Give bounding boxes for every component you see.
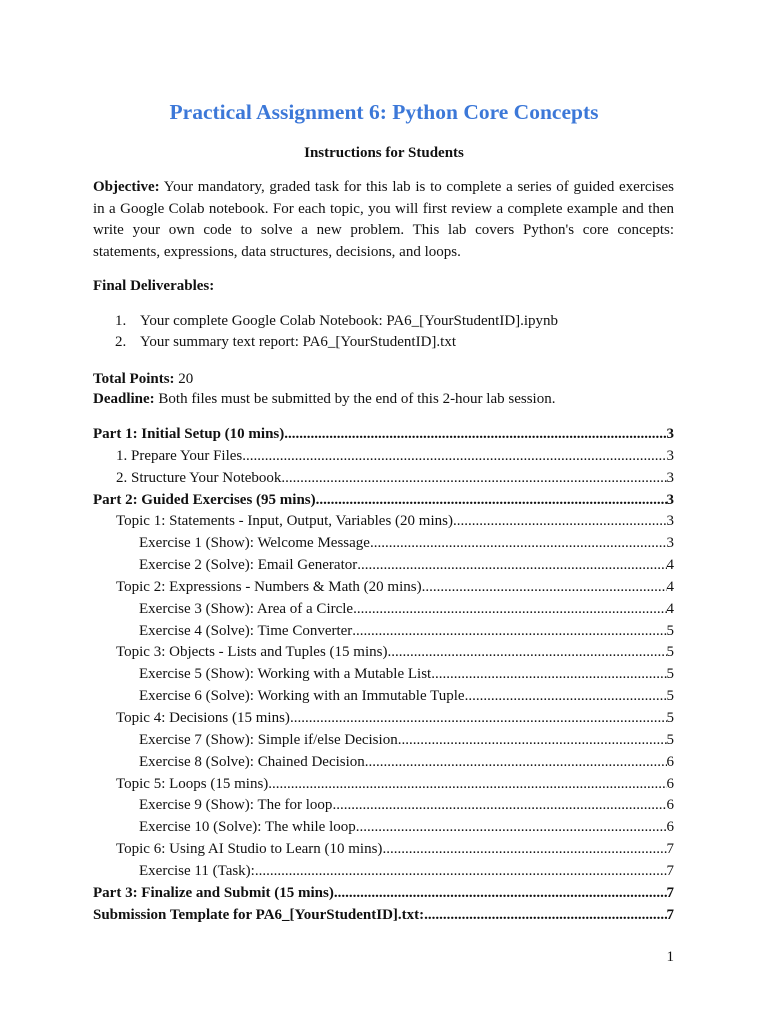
toc-entry[interactable] bbox=[93, 883, 674, 905]
toc-entry[interactable] bbox=[93, 686, 674, 708]
toc-leader-dots bbox=[281, 468, 666, 490]
toc-entry-page: 5 bbox=[666, 688, 674, 705]
toc-entry-page: 5 bbox=[666, 731, 674, 748]
toc-entry-page: 3 bbox=[666, 426, 674, 442]
list-item-number: 1. bbox=[115, 313, 127, 329]
toc-entry-label: Part 1: Initial Setup (10 mins) bbox=[93, 426, 285, 442]
toc-leader-dots bbox=[356, 817, 667, 839]
toc-entry[interactable] bbox=[93, 468, 674, 490]
toc-leader-dots bbox=[316, 490, 667, 512]
toc-entry[interactable] bbox=[93, 664, 674, 686]
toc-leader-dots bbox=[431, 664, 666, 686]
toc-leader-dots bbox=[332, 795, 666, 817]
list-item-number: 2. bbox=[115, 334, 127, 350]
page-number: 1 bbox=[666, 949, 674, 965]
deliverables-list bbox=[93, 311, 693, 353]
toc-entry-label: 2. Structure Your Notebook bbox=[116, 469, 282, 486]
toc-leader-dots bbox=[255, 861, 667, 883]
total-points-line bbox=[93, 369, 693, 389]
toc-entry-label: Exercise 7 (Show): Simple if/else Decision bbox=[139, 731, 398, 748]
toc-entry-label: Exercise 5 (Show): Working with a Mutable List bbox=[139, 666, 432, 683]
toc-entry-page: 7 bbox=[666, 841, 674, 858]
toc-entry[interactable] bbox=[93, 555, 674, 577]
toc-entry-label: Exercise 11 (Task): bbox=[139, 862, 255, 879]
toc-entry[interactable] bbox=[93, 621, 674, 643]
toc-entry[interactable] bbox=[93, 424, 674, 446]
list-item-text: Your complete Google Colab Notebook: PA6_[YourStudentID].ipynb bbox=[140, 313, 559, 329]
deadline-label: Deadline: bbox=[93, 391, 155, 407]
list-item-text: Your summary text report: PA6_[YourStudentID].txt bbox=[140, 334, 456, 350]
toc-entry[interactable] bbox=[93, 905, 674, 927]
toc-leader-dots bbox=[398, 730, 667, 752]
toc-entry-label: Exercise 1 (Show): Welcome Message bbox=[139, 535, 370, 552]
toc-entry[interactable] bbox=[93, 511, 674, 533]
toc-entry[interactable] bbox=[93, 577, 674, 599]
toc-leader-dots bbox=[334, 883, 667, 905]
toc-leader-dots bbox=[352, 621, 666, 643]
toc-entry[interactable] bbox=[93, 708, 674, 730]
toc-entry-page: 5 bbox=[666, 709, 674, 726]
toc-leader-dots bbox=[453, 511, 667, 533]
toc-entry-label: Exercise 8 (Solve): Chained Decision bbox=[139, 753, 365, 770]
list-item bbox=[93, 332, 693, 353]
objective-text: Your mandatory, graded task for this lab is to complete a series of guided exercises in a Google Colab notebook. For each topic, you will first review a complete example and then write your own code to solve a new problem. This lab covers Python's core concepts: statements, expressions, data structures, decisions, and loops. bbox=[93, 179, 674, 260]
toc-entry-label: Topic 5: Loops (15 mins) bbox=[116, 775, 269, 792]
total-points-label: Total Points: bbox=[93, 371, 175, 387]
toc-entry-label: Topic 4: Decisions (15 mins) bbox=[116, 709, 290, 726]
table-of-contents bbox=[93, 424, 674, 926]
toc-leader-dots bbox=[357, 555, 666, 577]
toc-entry-page: 6 bbox=[666, 797, 674, 814]
toc-leader-dots bbox=[382, 839, 666, 861]
toc-entry[interactable] bbox=[93, 533, 674, 555]
toc-leader-dots bbox=[268, 774, 666, 796]
toc-leader-dots bbox=[387, 642, 666, 664]
toc-entry[interactable] bbox=[93, 795, 674, 817]
deadline-line bbox=[93, 389, 693, 409]
toc-entry-label: Topic 1: Statements - Input, Output, Variables (20 mins) bbox=[116, 513, 453, 530]
objective-label: Objective: bbox=[93, 179, 160, 195]
toc-entry-label: Part 2: Guided Exercises (95 mins) bbox=[93, 491, 316, 508]
toc-leader-dots bbox=[465, 686, 667, 708]
toc-entry-page: 3 bbox=[666, 535, 674, 552]
toc-entry-page: 4 bbox=[666, 557, 674, 574]
toc-entry-label: Exercise 6 (Solve): Working with an Immutable Tuple bbox=[139, 688, 465, 705]
toc-entry-page: 3 bbox=[666, 447, 674, 464]
toc-entry-page: 7 bbox=[666, 906, 674, 923]
toc-entry-label: Topic 2: Expressions - Numbers & Math (20 mins) bbox=[116, 578, 422, 595]
toc-entry-label: Submission Template for PA6_[YourStudentID].txt: bbox=[93, 906, 425, 923]
toc-entry-page: 5 bbox=[666, 666, 674, 683]
toc-entry[interactable] bbox=[93, 490, 674, 512]
toc-entry-page: 6 bbox=[666, 775, 674, 792]
toc-entry-page: 4 bbox=[666, 600, 674, 617]
toc-entry-label: Exercise 2 (Solve): Email Generator bbox=[139, 557, 358, 574]
toc-leader-dots bbox=[422, 577, 667, 599]
total-points-value: 20 bbox=[174, 371, 194, 387]
toc-entry[interactable] bbox=[93, 861, 674, 883]
toc-entry[interactable] bbox=[93, 730, 674, 752]
toc-entry-page: 4 bbox=[666, 578, 674, 595]
toc-entry-page: 3 bbox=[666, 491, 674, 508]
toc-leader-dots bbox=[365, 752, 667, 774]
toc-entry-label: Exercise 9 (Show): The for loop bbox=[139, 797, 333, 814]
toc-entry[interactable] bbox=[93, 839, 674, 861]
objective-paragraph bbox=[93, 177, 674, 263]
toc-entry-page: 5 bbox=[666, 644, 674, 661]
toc-entry-page: 6 bbox=[666, 819, 674, 836]
toc-entry-label: Part 3: Finalize and Submit (15 mins) bbox=[93, 884, 334, 901]
toc-entry-page: 7 bbox=[666, 884, 674, 901]
toc-leader-dots bbox=[290, 708, 667, 730]
toc-entry-page: 3 bbox=[666, 469, 674, 486]
list-item bbox=[93, 311, 693, 332]
toc-entry-page: 6 bbox=[666, 753, 674, 770]
toc-leader-dots bbox=[242, 446, 666, 468]
toc-entry[interactable] bbox=[93, 817, 674, 839]
toc-entry-page: 3 bbox=[666, 513, 674, 530]
toc-entry[interactable] bbox=[93, 774, 674, 796]
toc-leader-dots bbox=[284, 424, 666, 446]
toc-entry-label: Topic 6: Using AI Studio to Learn (10 mins) bbox=[116, 841, 383, 858]
toc-entry-label: Exercise 10 (Solve): The while loop bbox=[139, 819, 356, 836]
toc-leader-dots bbox=[370, 533, 667, 555]
toc-entry-label: Exercise 4 (Solve): Time Converter bbox=[139, 622, 353, 639]
toc-entry-label: Exercise 3 (Show): Area of a Circle bbox=[139, 600, 354, 617]
toc-entry-label: Topic 3: Objects - Lists and Tuples (15 mins) bbox=[116, 644, 388, 661]
page-subtitle: Instructions for Students bbox=[304, 145, 464, 161]
toc-leader-dots bbox=[424, 905, 666, 927]
toc-entry[interactable] bbox=[93, 752, 674, 774]
page-title: Practical Assignment 6: Python Core Concepts bbox=[169, 100, 599, 124]
toc-entry-label: 1. Prepare Your Files bbox=[116, 447, 243, 464]
toc-leader-dots bbox=[353, 599, 666, 621]
toc-entry[interactable] bbox=[93, 446, 674, 468]
toc-entry[interactable] bbox=[93, 599, 674, 621]
toc-entry-page: 7 bbox=[666, 862, 674, 879]
deadline-value: Both files must be submitted by the end of this 2-hour lab session. bbox=[154, 391, 556, 407]
toc-entry[interactable] bbox=[93, 642, 674, 664]
deliverables-heading: Final Deliverables: bbox=[93, 278, 215, 294]
toc-entry-page: 5 bbox=[666, 622, 674, 639]
